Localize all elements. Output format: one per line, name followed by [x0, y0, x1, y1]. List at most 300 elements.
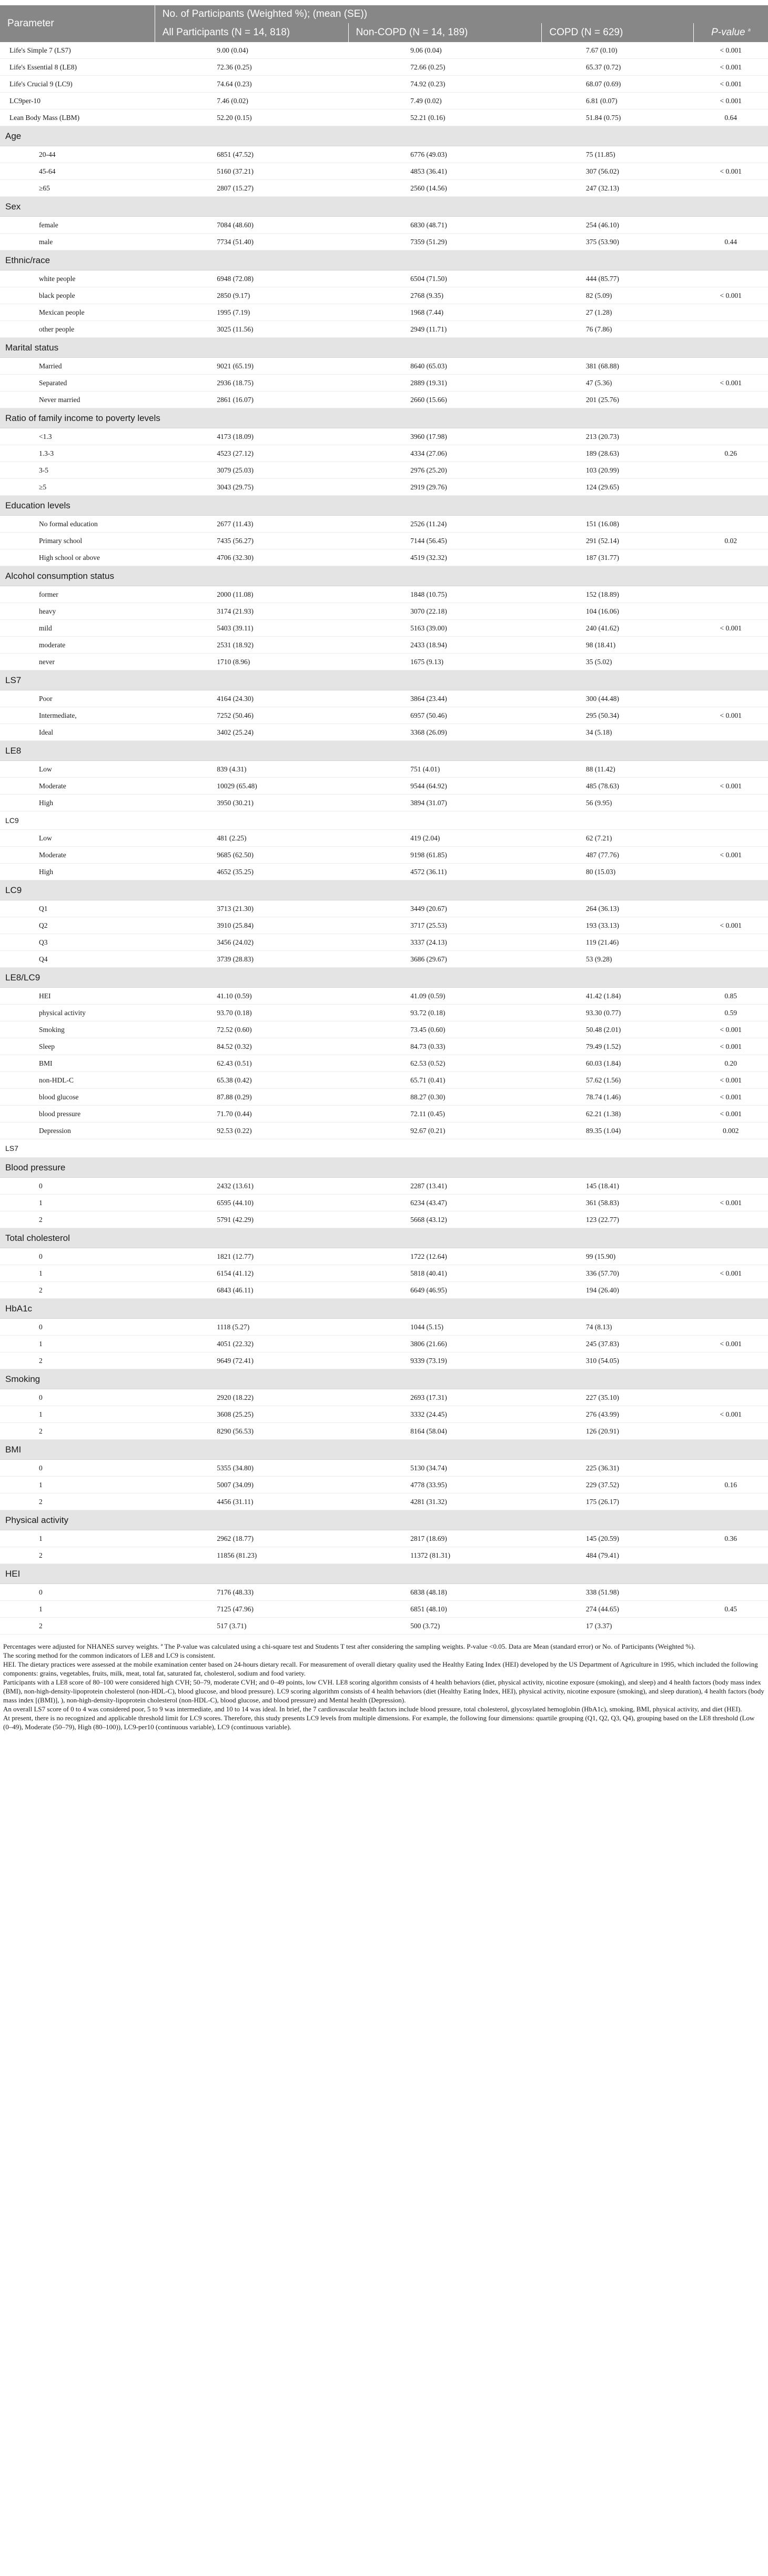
cell-all-participants: 2962 (18.77)	[155, 1530, 348, 1547]
cell-copd: 124 (29.65)	[542, 479, 694, 496]
table-row	[0, 533, 768, 549]
cell-non-copd: 6504 (71.50)	[348, 270, 542, 287]
cell-all-participants: 41.10 (0.59)	[155, 988, 348, 1005]
table-row	[0, 1178, 768, 1195]
row-label: Ideal	[0, 724, 155, 741]
table-row	[0, 1195, 768, 1211]
cell-p-value	[693, 1319, 768, 1336]
cell-all-participants: 4051 (22.32)	[155, 1336, 348, 1352]
row-label: 1	[0, 1195, 155, 1211]
cell-non-copd: 8640 (65.03)	[348, 358, 542, 375]
cell-p-value: 0.002	[693, 1122, 768, 1139]
row-label: 0	[0, 1584, 155, 1601]
row-label: 2	[0, 1423, 155, 1440]
cell-p-value: < 0.001	[693, 1195, 768, 1211]
cell-p-value: < 0.001	[693, 1021, 768, 1038]
cell-all-participants: 4523 (27.12)	[155, 445, 348, 462]
cell-copd: 119 (21.46)	[542, 934, 694, 951]
cell-p-value: < 0.001	[693, 707, 768, 724]
cell-copd: 34 (5.18)	[542, 724, 694, 741]
cell-all-participants: 4456 (31.11)	[155, 1494, 348, 1510]
row-label: Life's Simple 7 (LS7)	[0, 42, 155, 59]
row-label: High school or above	[0, 549, 155, 566]
row-label: Smoking	[0, 1021, 155, 1038]
cell-non-copd: 9339 (73.19)	[348, 1352, 542, 1369]
table-row	[0, 1601, 768, 1618]
footnote: HEI. The dietary practices were assessed at the mobile examination center based on 24-hours dietary recall. For measurement of overall dietary quality used the Healthy Eating Index (HEI) developed by the US Department of Agriculture in 1995, which included the following components: grains, vegetables, fruits, milk, meat, total fat, saturated fat, cholesterol, sodium and food variety.	[3, 1660, 758, 1677]
cell-copd: 78.74 (1.46)	[542, 1089, 694, 1106]
cell-non-copd: 3686 (29.67)	[348, 951, 542, 968]
cell-non-copd: 7359 (51.29)	[348, 234, 542, 250]
cell-p-value	[693, 1494, 768, 1510]
table-row	[0, 917, 768, 934]
cell-non-copd: 9544 (64.92)	[348, 778, 542, 795]
table-row	[0, 1319, 768, 1336]
cell-non-copd: 6838 (48.18)	[348, 1584, 542, 1601]
cell-p-value	[693, 321, 768, 338]
cell-non-copd: 6830 (48.71)	[348, 217, 542, 234]
row-label: High	[0, 795, 155, 811]
cell-copd: 361 (58.83)	[542, 1195, 694, 1211]
cell-non-copd: 751 (4.01)	[348, 761, 542, 778]
cell-all-participants: 52.20 (0.15)	[155, 109, 348, 126]
cell-p-value	[693, 795, 768, 811]
cell-all-participants: 9649 (72.41)	[155, 1352, 348, 1369]
cell-all-participants: 6843 (46.11)	[155, 1282, 348, 1299]
cell-copd: 193 (33.13)	[542, 917, 694, 934]
cell-p-value	[693, 603, 768, 620]
table-row	[0, 934, 768, 951]
cell-all-participants: 71.70 (0.44)	[155, 1106, 348, 1122]
cell-all-participants: 1118 (5.27)	[155, 1319, 348, 1336]
cell-copd: 53 (9.28)	[542, 951, 694, 968]
table-row	[0, 690, 768, 707]
row-label: 3-5	[0, 462, 155, 479]
cell-all-participants: 7.46 (0.02)	[155, 93, 348, 109]
cell-non-copd: 88.27 (0.30)	[348, 1089, 542, 1106]
section-title: Education levels	[0, 496, 768, 516]
section-title: LE8/LC9	[0, 968, 768, 988]
cell-all-participants: 7734 (51.40)	[155, 234, 348, 250]
cell-non-copd: 3332 (24.45)	[348, 1406, 542, 1423]
row-label: Life's Essential 8 (LE8)	[0, 59, 155, 76]
cell-p-value: < 0.001	[693, 1106, 768, 1122]
subheading-row	[0, 1139, 768, 1158]
table-row	[0, 761, 768, 778]
table-row	[0, 620, 768, 637]
table-row	[0, 321, 768, 338]
cell-non-copd: 6234 (43.47)	[348, 1195, 542, 1211]
cell-non-copd: 419 (2.04)	[348, 830, 542, 847]
cell-all-participants: 9021 (65.19)	[155, 358, 348, 375]
cell-p-value: 0.64	[693, 109, 768, 126]
row-label: Q1	[0, 900, 155, 917]
cell-copd: 126 (20.91)	[542, 1423, 694, 1440]
header-p-value-label: P-value	[711, 27, 745, 38]
cell-p-value	[693, 217, 768, 234]
cell-non-copd: 3806 (21.66)	[348, 1336, 542, 1352]
cell-copd: 93.30 (0.77)	[542, 1005, 694, 1021]
cell-copd: 17 (3.37)	[542, 1618, 694, 1635]
cell-non-copd: 5668 (43.12)	[348, 1211, 542, 1228]
section-title: BMI	[0, 1440, 768, 1460]
cell-non-copd: 3864 (23.44)	[348, 690, 542, 707]
table-row	[0, 109, 768, 126]
cell-non-copd: 3960 (17.98)	[348, 428, 542, 445]
cell-non-copd: 1675 (9.13)	[348, 654, 542, 670]
cell-non-copd: 2768 (9.35)	[348, 287, 542, 304]
section-header-row	[0, 496, 768, 516]
table-row	[0, 445, 768, 462]
cell-non-copd: 5818 (40.41)	[348, 1265, 542, 1282]
cell-p-value: < 0.001	[693, 375, 768, 392]
cell-copd: 27 (1.28)	[542, 304, 694, 321]
cell-all-participants: 6851 (47.52)	[155, 146, 348, 163]
table-row	[0, 654, 768, 670]
table-row	[0, 42, 768, 59]
row-label: physical activity	[0, 1005, 155, 1021]
section-header-row	[0, 338, 768, 358]
row-label: Q3	[0, 934, 155, 951]
cell-copd: 487 (77.76)	[542, 847, 694, 864]
cell-all-participants: 11856 (81.23)	[155, 1547, 348, 1564]
cell-p-value	[693, 586, 768, 603]
cell-non-copd: 6851 (48.10)	[348, 1601, 542, 1618]
cell-copd: 74 (8.13)	[542, 1319, 694, 1336]
cell-copd: 50.48 (2.01)	[542, 1021, 694, 1038]
section-title: LS7	[0, 670, 768, 690]
table-row	[0, 1547, 768, 1564]
header-non-copd: Non-COPD (N = 14, 189)	[348, 23, 542, 42]
table-row	[0, 180, 768, 197]
cell-all-participants: 65.38 (0.42)	[155, 1072, 348, 1089]
row-label: ≥65	[0, 180, 155, 197]
cell-p-value: 0.26	[693, 445, 768, 462]
row-label: Moderate	[0, 847, 155, 864]
cell-non-copd: 5163 (39.00)	[348, 620, 542, 637]
row-label: Q2	[0, 917, 155, 934]
cell-non-copd: 1848 (10.75)	[348, 586, 542, 603]
cell-copd: 336 (57.70)	[542, 1265, 694, 1282]
row-label: female	[0, 217, 155, 234]
cell-p-value: 0.02	[693, 533, 768, 549]
cell-copd: 338 (51.98)	[542, 1584, 694, 1601]
cell-all-participants: 1995 (7.19)	[155, 304, 348, 321]
cell-all-participants: 62.43 (0.51)	[155, 1055, 348, 1072]
cell-non-copd: 6957 (50.46)	[348, 707, 542, 724]
row-label: 1.3-3	[0, 445, 155, 462]
cell-p-value	[693, 1584, 768, 1601]
cell-all-participants: 4652 (35.25)	[155, 864, 348, 880]
cell-all-participants: 72.36 (0.25)	[155, 59, 348, 76]
section-header-row	[0, 1510, 768, 1530]
cell-non-copd: 11372 (81.31)	[348, 1547, 542, 1564]
section-header-row	[0, 1369, 768, 1389]
cell-all-participants: 481 (2.25)	[155, 830, 348, 847]
cell-all-participants: 2677 (11.43)	[155, 516, 348, 533]
header-p-value-sup: a	[747, 27, 751, 33]
cell-copd: 145 (18.41)	[542, 1178, 694, 1195]
cell-copd: 51.84 (0.75)	[542, 109, 694, 126]
cell-copd: 381 (68.88)	[542, 358, 694, 375]
cell-all-participants: 7252 (50.46)	[155, 707, 348, 724]
cell-copd: 300 (44.48)	[542, 690, 694, 707]
table-row	[0, 234, 768, 250]
cell-copd: 75 (11.85)	[542, 146, 694, 163]
cell-p-value	[693, 549, 768, 566]
table-row	[0, 1211, 768, 1228]
table-row	[0, 1122, 768, 1139]
cell-non-copd: 2693 (17.31)	[348, 1389, 542, 1406]
cell-p-value: 0.20	[693, 1055, 768, 1072]
cell-p-value: < 0.001	[693, 163, 768, 180]
table-row	[0, 462, 768, 479]
table-row	[0, 1352, 768, 1369]
cell-copd: 76 (7.86)	[542, 321, 694, 338]
section-title: Physical activity	[0, 1510, 768, 1530]
subheading-row	[0, 811, 768, 830]
row-label: Separated	[0, 375, 155, 392]
cell-copd: 274 (44.65)	[542, 1601, 694, 1618]
section-title: Ratio of family income to poverty levels	[0, 408, 768, 428]
section-title: LS7	[0, 1139, 768, 1158]
cell-p-value	[693, 1211, 768, 1228]
cell-all-participants: 2432 (13.61)	[155, 1178, 348, 1195]
table-row	[0, 1336, 768, 1352]
cell-copd: 264 (36.13)	[542, 900, 694, 917]
section-header-row	[0, 1158, 768, 1178]
row-label: Sleep	[0, 1038, 155, 1055]
cell-p-value	[693, 637, 768, 654]
cell-non-copd: 4334 (27.06)	[348, 445, 542, 462]
cell-p-value: 0.45	[693, 1601, 768, 1618]
table-row	[0, 951, 768, 968]
table-row	[0, 637, 768, 654]
row-label: 0	[0, 1460, 155, 1477]
table-body	[0, 42, 768, 1635]
cell-copd: 60.03 (1.84)	[542, 1055, 694, 1072]
section-title: Total cholesterol	[0, 1228, 768, 1248]
cell-copd: 79.49 (1.52)	[542, 1038, 694, 1055]
cell-copd: 276 (43.99)	[542, 1406, 694, 1423]
table-row	[0, 392, 768, 408]
cell-p-value	[693, 428, 768, 445]
cell-all-participants: 3608 (25.25)	[155, 1406, 348, 1423]
row-label: Married	[0, 358, 155, 375]
cell-all-participants: 9685 (62.50)	[155, 847, 348, 864]
cell-p-value: 0.36	[693, 1530, 768, 1547]
cell-copd: 310 (54.05)	[542, 1352, 694, 1369]
cell-copd: 229 (37.52)	[542, 1477, 694, 1494]
cell-p-value: 0.16	[693, 1477, 768, 1494]
cell-p-value: 0.85	[693, 988, 768, 1005]
cell-non-copd: 84.73 (0.33)	[348, 1038, 542, 1055]
row-label: 2	[0, 1211, 155, 1228]
section-title: Age	[0, 126, 768, 146]
row-label: 0	[0, 1319, 155, 1336]
cell-copd: 307 (56.02)	[542, 163, 694, 180]
cell-p-value: < 0.001	[693, 1089, 768, 1106]
cell-copd: 189 (28.63)	[542, 445, 694, 462]
cell-p-value	[693, 864, 768, 880]
cell-all-participants: 1821 (12.77)	[155, 1248, 348, 1265]
section-header-row	[0, 1564, 768, 1584]
table-row	[0, 1248, 768, 1265]
row-label: BMI	[0, 1055, 155, 1072]
cell-non-copd: 2976 (25.20)	[348, 462, 542, 479]
cell-p-value	[693, 358, 768, 375]
cell-all-participants: 7176 (48.33)	[155, 1584, 348, 1601]
cell-all-participants: 8290 (56.53)	[155, 1423, 348, 1440]
table-row	[0, 59, 768, 76]
section-title: HEI	[0, 1564, 768, 1584]
header-copd: COPD (N = 629)	[542, 23, 694, 42]
row-label: Low	[0, 761, 155, 778]
cell-non-copd: 3449 (20.67)	[348, 900, 542, 917]
cell-copd: 99 (15.90)	[542, 1248, 694, 1265]
cell-non-copd: 8164 (58.04)	[348, 1423, 542, 1440]
cell-non-copd: 65.71 (0.41)	[348, 1072, 542, 1089]
cell-all-participants: 3950 (30.21)	[155, 795, 348, 811]
cell-p-value	[693, 654, 768, 670]
cell-all-participants: 3079 (25.03)	[155, 462, 348, 479]
footnote: An overall LS7 score of 0 to 4 was considered poor, 5 to 9 was intermediate, and 10 to 14 was ideal. In brief, the 7 cardiovascular health factors include blood pressure, total cholesterol, glycosylated hemoglobin (HbA1c), smoking, BMI, physical activity, and diet (HEI).	[3, 1705, 742, 1713]
row-label: Intermediate,	[0, 707, 155, 724]
cell-copd: 375 (53.90)	[542, 234, 694, 250]
section-header-row	[0, 250, 768, 270]
row-label: Mexican people	[0, 304, 155, 321]
cell-non-copd: 1722 (12.64)	[348, 1248, 542, 1265]
cell-all-participants: 3402 (25.24)	[155, 724, 348, 741]
cell-non-copd: 4281 (31.32)	[348, 1494, 542, 1510]
cell-copd: 98 (18.41)	[542, 637, 694, 654]
cell-copd: 295 (50.34)	[542, 707, 694, 724]
table-row	[0, 1106, 768, 1122]
cell-all-participants: 2936 (18.75)	[155, 375, 348, 392]
cell-all-participants: 517 (3.71)	[155, 1618, 348, 1635]
row-label: 1	[0, 1406, 155, 1423]
cell-all-participants: 5355 (34.80)	[155, 1460, 348, 1477]
section-title: LC9	[0, 811, 768, 830]
cell-copd: 175 (26.17)	[542, 1494, 694, 1510]
row-label: 2	[0, 1282, 155, 1299]
cell-copd: 56 (9.95)	[542, 795, 694, 811]
section-title: Marital status	[0, 338, 768, 358]
cell-p-value	[693, 1282, 768, 1299]
section-title: LC9	[0, 880, 768, 900]
cell-p-value	[693, 951, 768, 968]
cell-non-copd: 3070 (22.18)	[348, 603, 542, 620]
row-label: black people	[0, 287, 155, 304]
cell-copd: 68.07 (0.69)	[542, 76, 694, 93]
section-header-row	[0, 1228, 768, 1248]
cell-all-participants: 6948 (72.08)	[155, 270, 348, 287]
table-row	[0, 479, 768, 496]
cell-all-participants: 3025 (11.56)	[155, 321, 348, 338]
section-header-row	[0, 741, 768, 761]
section-title: HbA1c	[0, 1299, 768, 1319]
cell-p-value	[693, 690, 768, 707]
cell-non-copd: 2287 (13.41)	[348, 1178, 542, 1195]
row-label: Primary school	[0, 533, 155, 549]
table-row	[0, 1038, 768, 1055]
footnote: Percentages were adjusted for NHANES survey weights. ª The P-value was calculated using a chi-square test and Students T test after considering the sampling weights. P-value <0.05. Data are Mean (standard error) or No. of Participants (Weighted %).	[3, 1642, 695, 1650]
row-label: never	[0, 654, 155, 670]
row-label: 45-64	[0, 163, 155, 180]
cell-all-participants: 4164 (24.30)	[155, 690, 348, 707]
table-row	[0, 549, 768, 566]
cell-copd: 240 (41.62)	[542, 620, 694, 637]
header-p-value	[693, 23, 768, 42]
section-header-row	[0, 880, 768, 900]
cell-non-copd: 7.49 (0.02)	[348, 93, 542, 109]
cell-all-participants: 2861 (16.07)	[155, 392, 348, 408]
cell-copd: 65.37 (0.72)	[542, 59, 694, 76]
cell-all-participants: 3456 (24.02)	[155, 934, 348, 951]
footnote: At present, there is no recognized and applicable threshold limit for LC9 scores. Therefore, this study presents LC9 levels from multiple dimensions. For example, the following four dimensions: quartile grouping (Q1, Q2, Q3, Q4), grouping based on the LE8 threshold (Low (0–49), Moderate (50–79), High (80–100)), LC9-per10 (continuous variable), LC9 (continuous variable).	[3, 1714, 755, 1731]
section-title: LE8	[0, 741, 768, 761]
cell-p-value	[693, 1423, 768, 1440]
cell-all-participants: 5007 (34.09)	[155, 1477, 348, 1494]
cell-all-participants: 87.88 (0.29)	[155, 1089, 348, 1106]
cell-copd: 484 (79.41)	[542, 1547, 694, 1564]
row-label: 1	[0, 1477, 155, 1494]
footnote: The scoring method for the common indicators of LE8 and LC9 is consistent.	[3, 1651, 216, 1659]
row-label: Never married	[0, 392, 155, 408]
cell-copd: 152 (18.89)	[542, 586, 694, 603]
cell-copd: 104 (16.06)	[542, 603, 694, 620]
cell-p-value: < 0.001	[693, 1072, 768, 1089]
cell-p-value: < 0.001	[693, 1265, 768, 1282]
footnote: Participants with a LE8 score of 80–100 were considered high CVH; 50–79, moderate CVH; and 0–49 points, low CVH. LE8 scoring algorithm consists of 4 health behaviors (diet, physical activity, nicotine exposure (smoking), and sleep) and 4 health factors (body mass index (BMI), non-high-density-lipoprotein cholesterol (non-HDL-C), blood glucose, and blood pressure). LC9 scoring algorithm consists of 4 health behaviors (diet (Healthy Eating Index, HEI), physical activity, nicotine exposure (smoking), and sleep duration), 4 health factors (body mass index [(BMI)], ), non-high-density-lipoprotein cholesterol (non-HDL-C), blood glucose, and blood pressure) and Mental health (Depression).	[3, 1678, 764, 1704]
cell-non-copd: 3894 (31.07)	[348, 795, 542, 811]
cell-p-value	[693, 146, 768, 163]
cell-non-copd: 73.45 (0.60)	[348, 1021, 542, 1038]
section-title: Alcohol consumption status	[0, 566, 768, 586]
cell-all-participants: 2920 (18.22)	[155, 1389, 348, 1406]
cell-p-value	[693, 830, 768, 847]
cell-copd: 151 (16.08)	[542, 516, 694, 533]
row-label: Low	[0, 830, 155, 847]
cell-copd: 187 (31.77)	[542, 549, 694, 566]
row-label: Moderate	[0, 778, 155, 795]
table-row	[0, 1530, 768, 1547]
table-row	[0, 707, 768, 724]
row-label: 0	[0, 1178, 155, 1195]
table-row	[0, 1021, 768, 1038]
section-header-row	[0, 1299, 768, 1319]
cell-copd: 35 (5.02)	[542, 654, 694, 670]
section-header-row	[0, 126, 768, 146]
cell-non-copd: 92.67 (0.21)	[348, 1122, 542, 1139]
cell-p-value	[693, 479, 768, 496]
cell-p-value	[693, 761, 768, 778]
cell-non-copd: 7144 (56.45)	[348, 533, 542, 549]
cell-p-value: < 0.001	[693, 93, 768, 109]
cell-non-copd: 9.06 (0.04)	[348, 42, 542, 59]
row-label: blood pressure	[0, 1106, 155, 1122]
header-participants-group: No. of Participants (Weighted %); (mean (SE))	[155, 5, 768, 23]
cell-copd: 245 (37.83)	[542, 1336, 694, 1352]
cell-all-participants: 5403 (39.11)	[155, 620, 348, 637]
table-row	[0, 1282, 768, 1299]
row-label: 1	[0, 1601, 155, 1618]
cell-copd: 41.42 (1.84)	[542, 988, 694, 1005]
row-label: former	[0, 586, 155, 603]
cell-non-copd: 2560 (14.56)	[348, 180, 542, 197]
cell-all-participants: 4706 (32.30)	[155, 549, 348, 566]
cell-non-copd: 93.72 (0.18)	[348, 1005, 542, 1021]
